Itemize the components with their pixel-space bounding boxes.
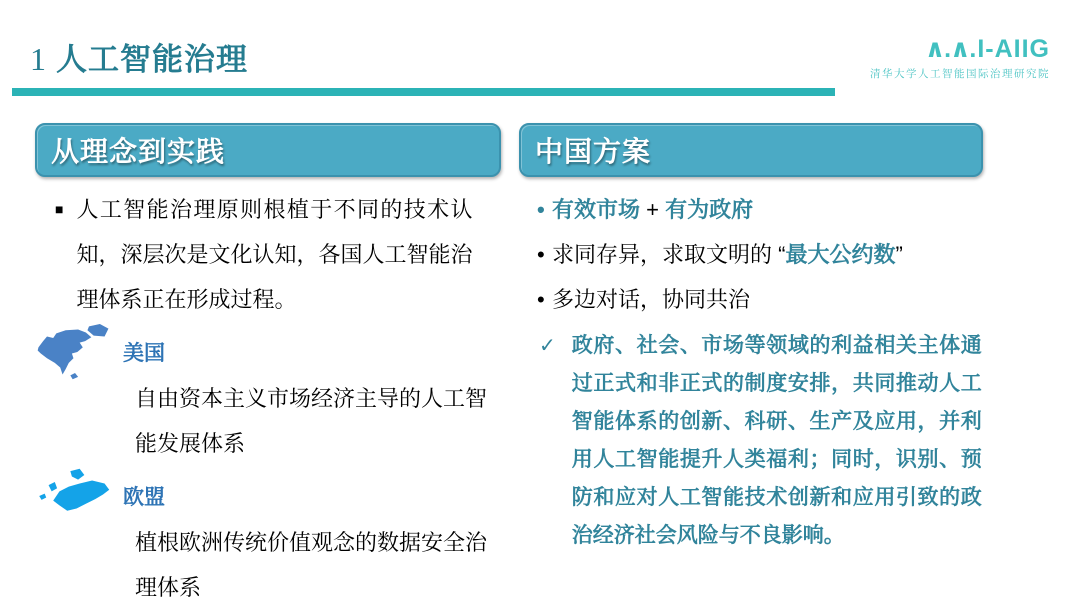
europe-map-icon bbox=[35, 468, 115, 524]
bullet-plain-text: + bbox=[640, 197, 666, 222]
dot-bullet-marker: • bbox=[537, 197, 545, 222]
region-label: 美国 bbox=[123, 342, 165, 365]
highlight-text: 有为政府 bbox=[665, 197, 754, 222]
left-panel-header-label: 从理念到实践 bbox=[51, 136, 226, 167]
right-panel-header-label: 中国方案 bbox=[535, 136, 652, 167]
institute-logo bbox=[870, 36, 1050, 81]
page-title bbox=[30, 34, 248, 79]
right-panel bbox=[519, 123, 983, 555]
bullet-item bbox=[519, 232, 983, 277]
highlight-text: 最大公约数 bbox=[785, 242, 896, 267]
bullet-text bbox=[552, 232, 903, 277]
title-underline bbox=[12, 88, 835, 96]
highlight-text: 有效市场 bbox=[552, 197, 641, 222]
dot-bullet-marker: • bbox=[537, 242, 545, 267]
region-label: 欧盟 bbox=[123, 486, 165, 509]
region-eu bbox=[35, 468, 501, 605]
bullet-item bbox=[519, 277, 983, 322]
region-eu-head bbox=[35, 468, 501, 524]
north-america-map-icon bbox=[35, 324, 115, 380]
bullet-plain-text: ” bbox=[895, 242, 903, 267]
region-description: 自由资本主义市场经济主导的人工智能发展体系 bbox=[135, 386, 488, 456]
right-panel-header bbox=[519, 123, 983, 177]
check-mark-icon: ✓ bbox=[539, 335, 556, 357]
left-panel-header bbox=[35, 123, 501, 177]
bullet-item bbox=[519, 187, 983, 232]
bullet-plain-text: 多边对话，协同共治 bbox=[552, 287, 751, 312]
page-title-text: 人工智能治理 bbox=[56, 42, 248, 77]
slide-number: 1 bbox=[30, 41, 46, 77]
check-item bbox=[519, 327, 983, 555]
intro-text: 人工智能治理原则根植于不同的技术认知，深层次是文化认知，各国人工智能治理体系正在形成过程。 bbox=[76, 197, 473, 312]
logo-mark bbox=[870, 36, 1050, 62]
logo-name: I-AIIG bbox=[977, 35, 1050, 63]
china-plan-bullets bbox=[519, 187, 983, 322]
logo-ai-glyph-icon: ∧.∧. bbox=[924, 35, 976, 63]
bullet-text bbox=[552, 277, 750, 322]
intro-bullet bbox=[35, 187, 501, 322]
check-item-text: 政府、社会、市场等领域的利益相关主体通过正式和非正式的制度安排，共同推动人工智能体系的创新、科研、生产及应用，并利用人工智能提升人类福利；同时，识别、预防和应对人工智能技术创新和应用引致的政治经济社会风险与不良影响。 bbox=[571, 334, 982, 547]
region-us bbox=[35, 324, 501, 466]
dot-bullet-marker: • bbox=[537, 287, 545, 312]
left-panel bbox=[35, 123, 501, 605]
region-us-head bbox=[35, 324, 501, 380]
square-bullet-marker: ■ bbox=[55, 201, 64, 217]
bullet-plain-text: 求同存异，求取文明的 “ bbox=[552, 242, 786, 267]
region-description: 植根欧洲传统价值观念的数据安全治理体系 bbox=[135, 530, 488, 600]
logo-subtitle: 清华大学人工智能国际治理研究院 bbox=[870, 68, 1050, 80]
bullet-text bbox=[552, 187, 753, 232]
